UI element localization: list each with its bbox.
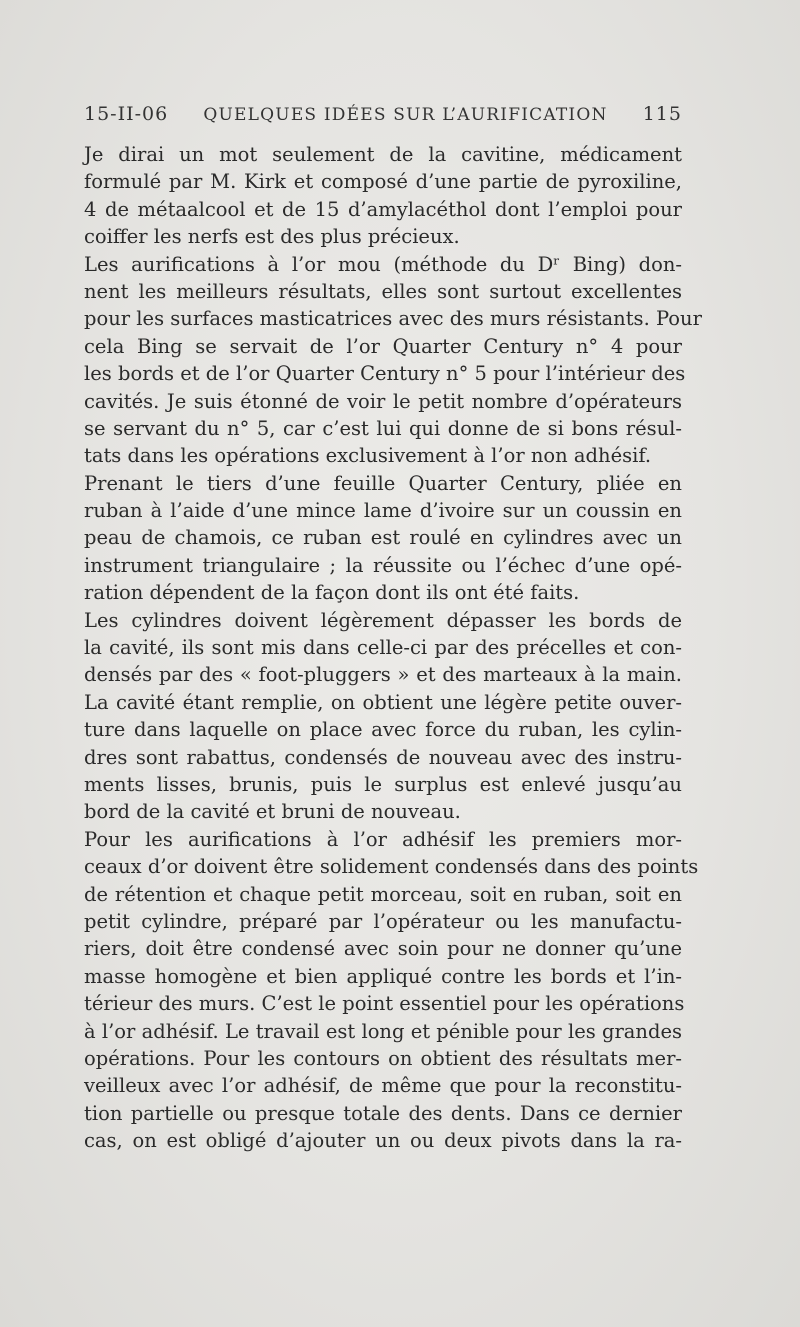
body-text [84,141,702,1154]
text-line: densés par des « foot-pluggers » et des marteaux à la main. [84,663,682,687]
text-line: cela Bing se servait de l’or Quarter Century n° 4 pour [84,334,682,358]
text-line: pour les surfaces masticatrices avec des murs résistants. Pour [84,307,702,331]
text-line: Prenant le tiers d’une feuille Quarter Century, pliée en [84,471,682,495]
text-line: coiffer les nerfs est des plus précieux. [84,225,460,249]
text-line: nent les meilleurs résultats, elles sont surtout excellentes [84,279,682,303]
text-line: térieur des murs. C’est le point essentiel pour les opérations [84,992,685,1016]
text-line: petit cylindre, préparé par l’opérateur ou les manufactu- [84,909,682,933]
text-line: veilleux avec l’or adhésif, de même que pour la reconstitu- [84,1074,682,1098]
text-line: les bords et de l’or Quarter Century n° 5 pour l’intérieur des [84,362,686,386]
page-number: 115 [642,103,682,125]
text-line: Les cylindres doivent légèrement dépasser les bords de [84,608,682,632]
text-line: se servant du n° 5, car c’est lui qui donne de si bons résul- [84,416,682,440]
header-title: QUELQUES IDÉES SUR L’AURIFICATION [203,105,608,125]
text-line: la cavité, ils sont mis dans celle-ci par des précelles et con- [84,636,682,660]
text-line: riers, doit être condensé avec soin pour ne donner qu’une [84,937,682,961]
text-line: tats dans les opérations exclusivement à l’or non adhésif. [84,444,652,468]
text-line: de rétention et chaque petit morceau, soit en ruban, soit en [84,882,682,906]
text-line: opérations. Pour les contours on obtient des résultats mer- [84,1046,682,1070]
text-line: La cavité étant remplie, on obtient une légère petite ouver- [84,690,682,714]
text-line: instrument triangulaire ; la réussite ou l’échec d’une opé- [84,553,682,577]
text-line: ration dépendent de la façon dont ils ont été faits. [84,581,580,605]
text-line: ture dans laquelle on place avec force du ruban, les cylin- [84,718,682,742]
text-line: formulé par M. Kirk et composé d’une partie de pyroxiline, [84,170,682,194]
text-line: cas, on est obligé d’ajouter un ou deux pivots dans la ra- [84,1129,682,1153]
text-line: dres sont rabattus, condensés de nouveau avec des instru- [84,745,682,769]
running-head [84,103,682,125]
text-line: ments lisses, brunis, puis le surplus est enlevé jusqu’au [84,772,682,796]
text-line: Je dirai un mot seulement de la cavitine, médicament [84,143,682,166]
text-line: 4 de métaalcool et de 15 d’amylacéthol dont l’emploi pour [84,197,682,221]
text-line: Les aurifications à l’or mou (méthode du Dʳ Bing) don- [84,252,682,276]
text-line: masse homogène et bien appliqué contre les bords et l’in- [84,964,682,988]
text-line: Pour les aurifications à l’or adhésif les premiers mor- [84,827,682,851]
text-line: ruban à l’aide d’une mince lame d’ivoire sur un coussin en [84,499,682,523]
text-line: ceaux d’or doivent être solidement condensés dans des points [84,855,699,879]
text-line: à l’or adhésif. Le travail est long et pénible pour les grandes [84,1019,682,1043]
text-line: cavités. Je suis étonné de voir le petit nombre d’opérateurs [84,389,682,413]
header-date: 15-II-06 [84,103,169,125]
text-line: bord de la cavité et bruni de nouveau. [84,800,461,824]
text-line: peau de chamois, ce ruban est roulé en cylindres avec un [84,526,682,550]
text-line: tion partielle ou presque totale des dents. Dans ce dernier [84,1101,682,1125]
